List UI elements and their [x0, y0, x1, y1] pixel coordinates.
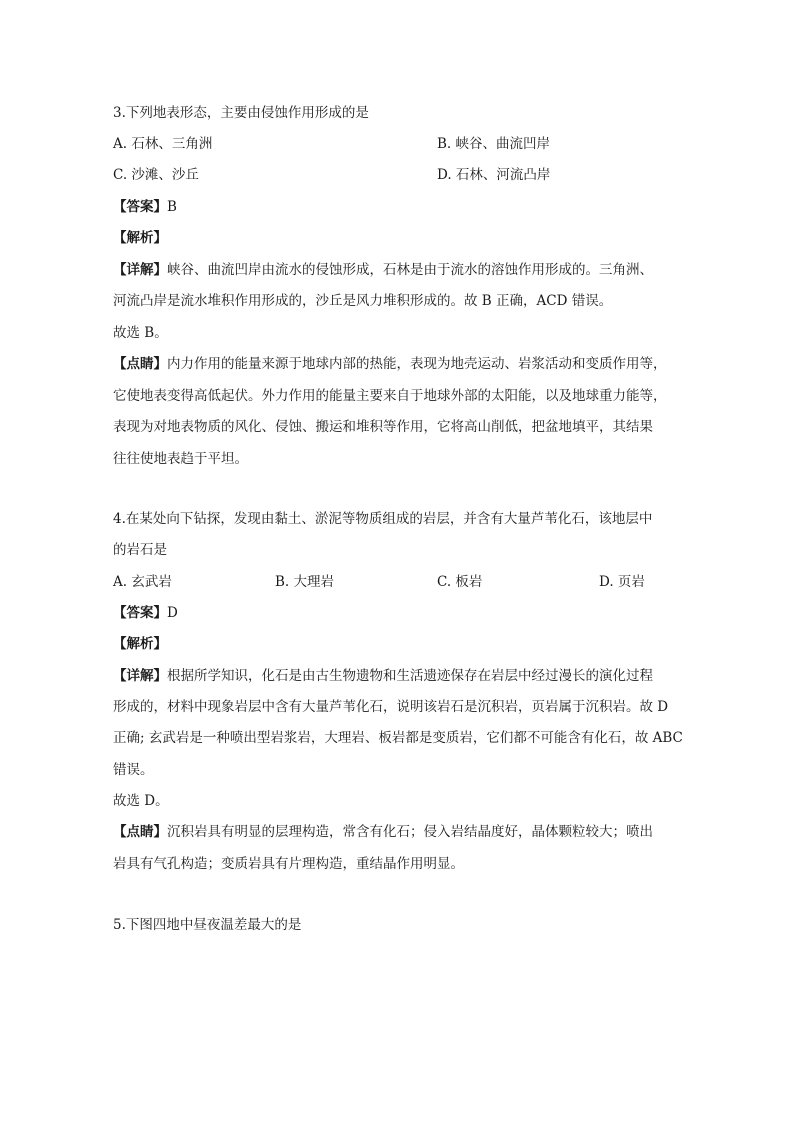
q4-option-a: A. 玄武岩 [113, 574, 172, 590]
q4-option-d: D. 页岩 [599, 574, 645, 590]
q3-detail-line-2: 河流凸岸是流水堆积作用形成的，沙丘是风力堆积形成的。故 B 正确，ACD 错误。 [113, 293, 613, 309]
detail-tag: 【详解】 [113, 668, 167, 684]
comment-text: 内力作用的能量来源于地球内部的热能，表现为地壳运动、岩浆活动和变质作用等， [167, 356, 667, 372]
q3-comment-line-3: 表现为对地表物质的风化、侵蚀、搬运和堆积等作用，它将高山削低，把盆地填平，其结果 [113, 419, 653, 435]
answer-value: D [167, 605, 178, 621]
q4-analysis-tag: 【解析】 [113, 636, 167, 652]
q4-stem-line-1: 4.在某处向下钻探，发现由黏土、淤泥等物质组成的岩层，并含有大量芦苇化石，该地层中 [113, 511, 653, 527]
q3-option-c: C. 沙滩、沙丘 [113, 167, 199, 183]
q4-comment-line-2: 岩具有气孔构造；变质岩具有片理构造，重结晶作用明显。 [113, 856, 464, 872]
detail-tag: 【详解】 [113, 262, 167, 278]
detail-text: 根据所学知识，化石是由古生物遗物和生活遗迹保存在岩层中经过漫长的演化过程 [167, 668, 653, 684]
q4-detail-line-3: 正确; 玄武岩是一种喷出型岩浆岩，大理岩、板岩都是变质岩，它们都不可能含有化石，故 ABC [113, 730, 683, 746]
q3-option-d: D. 石林、河流凸岸 [437, 167, 551, 183]
q3-answer [113, 198, 177, 216]
q3-stem: 3.下列地表形态，主要由侵蚀作用形成的是 [113, 105, 369, 121]
q3-comment-line-1 [113, 355, 667, 373]
q3-option-b: B. 峡谷、曲流凹岸 [437, 136, 551, 152]
q3-analysis-tag: 【解析】 [113, 230, 167, 246]
q3-comment-line-2: 它使地表变得高低起伏。外力作用的能量主要来自于地球外部的太阳能，以及地球重力能等， [113, 388, 667, 404]
q4-answer [113, 604, 178, 622]
q4-option-b: B. 大理岩 [275, 574, 335, 590]
detail-text: 峡谷、曲流凹岸由流水的侵蚀形成，石林是由于流水的溶蚀作用形成的。三角洲、 [167, 262, 653, 278]
q4-detail-line-2: 形成的，材料中现象岩层中含有大量芦苇化石，说明该岩石是沉积岩，页岩属于沉积岩。故 D [113, 699, 669, 715]
q4-comment-line-1 [113, 823, 653, 841]
q3-option-a: A. 石林、三角洲 [113, 136, 213, 152]
q3-choose: 故选 B。 [113, 325, 168, 341]
comment-tag: 【点睛】 [113, 356, 167, 372]
answer-tag: 【答案】 [113, 605, 167, 621]
q4-detail-line-4: 错误。 [113, 762, 154, 778]
q4-option-c: C. 板岩 [437, 574, 483, 590]
comment-tag: 【点睛】 [113, 824, 167, 840]
q3-comment-line-4: 往往使地表趋于平坦。 [113, 451, 248, 467]
answer-value: B [167, 199, 177, 215]
q3-detail-line-1 [113, 261, 653, 279]
q4-stem-line-2: 的岩石是 [113, 542, 167, 558]
q4-detail-line-1 [113, 667, 653, 685]
answer-tag: 【答案】 [113, 199, 167, 215]
comment-text: 沉积岩具有明显的层理构造，常含有化石；侵入岩结晶度好，晶体颗粒较大；喷出 [167, 824, 653, 840]
q5-stem: 5.下图四地中昼夜温差最大的是 [113, 917, 302, 933]
q4-choose: 故选 D。 [113, 793, 169, 809]
